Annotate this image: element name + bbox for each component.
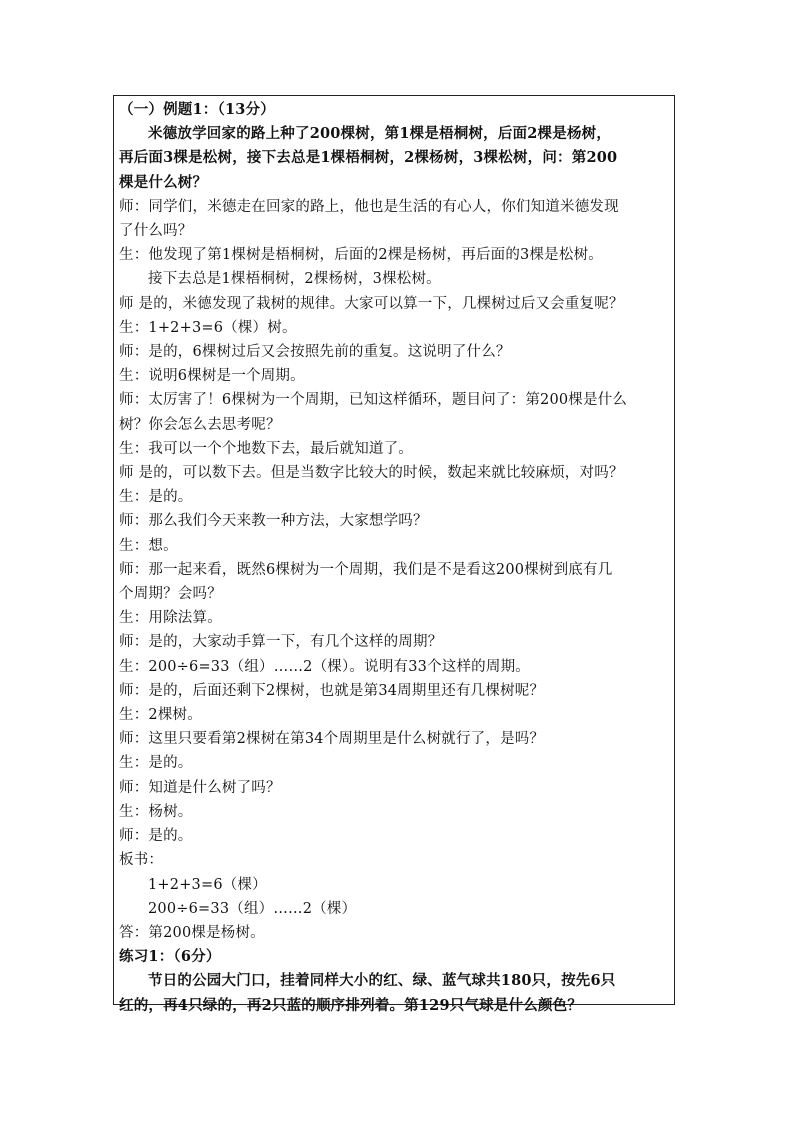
text-line: 生：1+2+3=6（棵）树。 [119, 319, 297, 336]
text-line: 师 是的，可以数下去。但是当数字比较大的时候，数起来就比较麻烦，对吗？ [119, 465, 624, 482]
text-line: 师：那一起来看，既然6棵树为一个周期，我们是不是看这200棵树到底有几 [119, 561, 613, 578]
text-line: 师：是的，后面还剩下2棵树，也就是第34周期里还有几棵树呢？ [119, 682, 545, 699]
text-line: 生：杨树。 [119, 803, 193, 820]
text-line: 师：是的，大家动手算一下，有几个这样的周期？ [119, 634, 443, 651]
text-line: 师：这里只要看第2棵树在第34个周期里是什么树就行了，是吗？ [119, 731, 545, 748]
text-line: 生：用除法算。 [119, 610, 222, 627]
text-line: 生：想。 [119, 537, 178, 554]
text-line: 个周期？会吗？ [119, 586, 222, 603]
text-line: 师 是的，米德发现了栽树的规律。大家可以算一下，几棵树过后又会重复呢？ [119, 295, 624, 312]
text-line: （一）例题1：（13分） [119, 101, 275, 118]
text-line: 答：第200棵是杨树。 [119, 924, 265, 941]
text-line: 再后面3棵是松树，接下去总是1棵梧桐树，2棵杨树，3棵松树，问：第200 [119, 149, 618, 167]
text-line: 师：太厉害了！6棵树为一个周期，已知这样循环，题目问了：第200棵是什么 [119, 392, 628, 409]
text-line: 生：200÷6=33（组）……2（棵）。说明有33个这样的周期。 [119, 658, 530, 675]
text-line: 生：是的。 [119, 489, 193, 506]
text-line: 节日的公园大门口，挂着同样大小的红、绿、蓝气球共180只，按先6只 [148, 972, 616, 990]
text-line: 棵是什么树？ [119, 173, 208, 191]
text-line: 练习1：（6分） [119, 948, 221, 966]
text-line: 生：我可以一个个地数下去，最后就知道了。 [119, 440, 413, 457]
text-line: 生：是的。 [119, 755, 193, 772]
text-line: 师：知道是什么树了吗？ [119, 779, 281, 796]
text-line: 200÷6=33（组）……2（棵） [148, 900, 357, 917]
text-line: 生：2棵树。 [119, 707, 202, 724]
lesson-content [119, 98, 671, 1018]
text-line: 师：是的，6棵树过后又会按照先前的重复。这说明了什么？ [119, 344, 511, 361]
text-line: 1+2+3=6（棵） [148, 876, 267, 893]
text-line: 红的，再4只绿的，再2只蓝的顺序排列着。第129只气球是什么颜色？ [119, 996, 583, 1014]
text-line: 板书： [119, 852, 164, 869]
text-line: 师：是的。 [119, 828, 193, 845]
text-line: 师：同学们，米德走在回家的路上，他也是生活的有心人，你们知道米德发现 [119, 198, 619, 215]
text-line: 接下去总是1棵梧桐树，2棵杨树，3棵松树。 [148, 271, 441, 288]
text-line: 了什么吗？ [119, 223, 193, 240]
text-line: 师：那么我们今天来教一种方法，大家想学吗？ [119, 513, 428, 530]
text-line: 树？你会怎么去思考呢？ [119, 416, 281, 433]
text-line: 生：他发现了第1棵树是梧桐树，后面的2棵是杨树，再后面的3棵是松树。 [119, 247, 603, 264]
text-line: 生：说明6棵树是一个周期。 [119, 368, 305, 385]
text-line: 米德放学回家的路上种了200棵树，第1棵是梧桐树，后面2棵是杨树， [148, 125, 612, 143]
